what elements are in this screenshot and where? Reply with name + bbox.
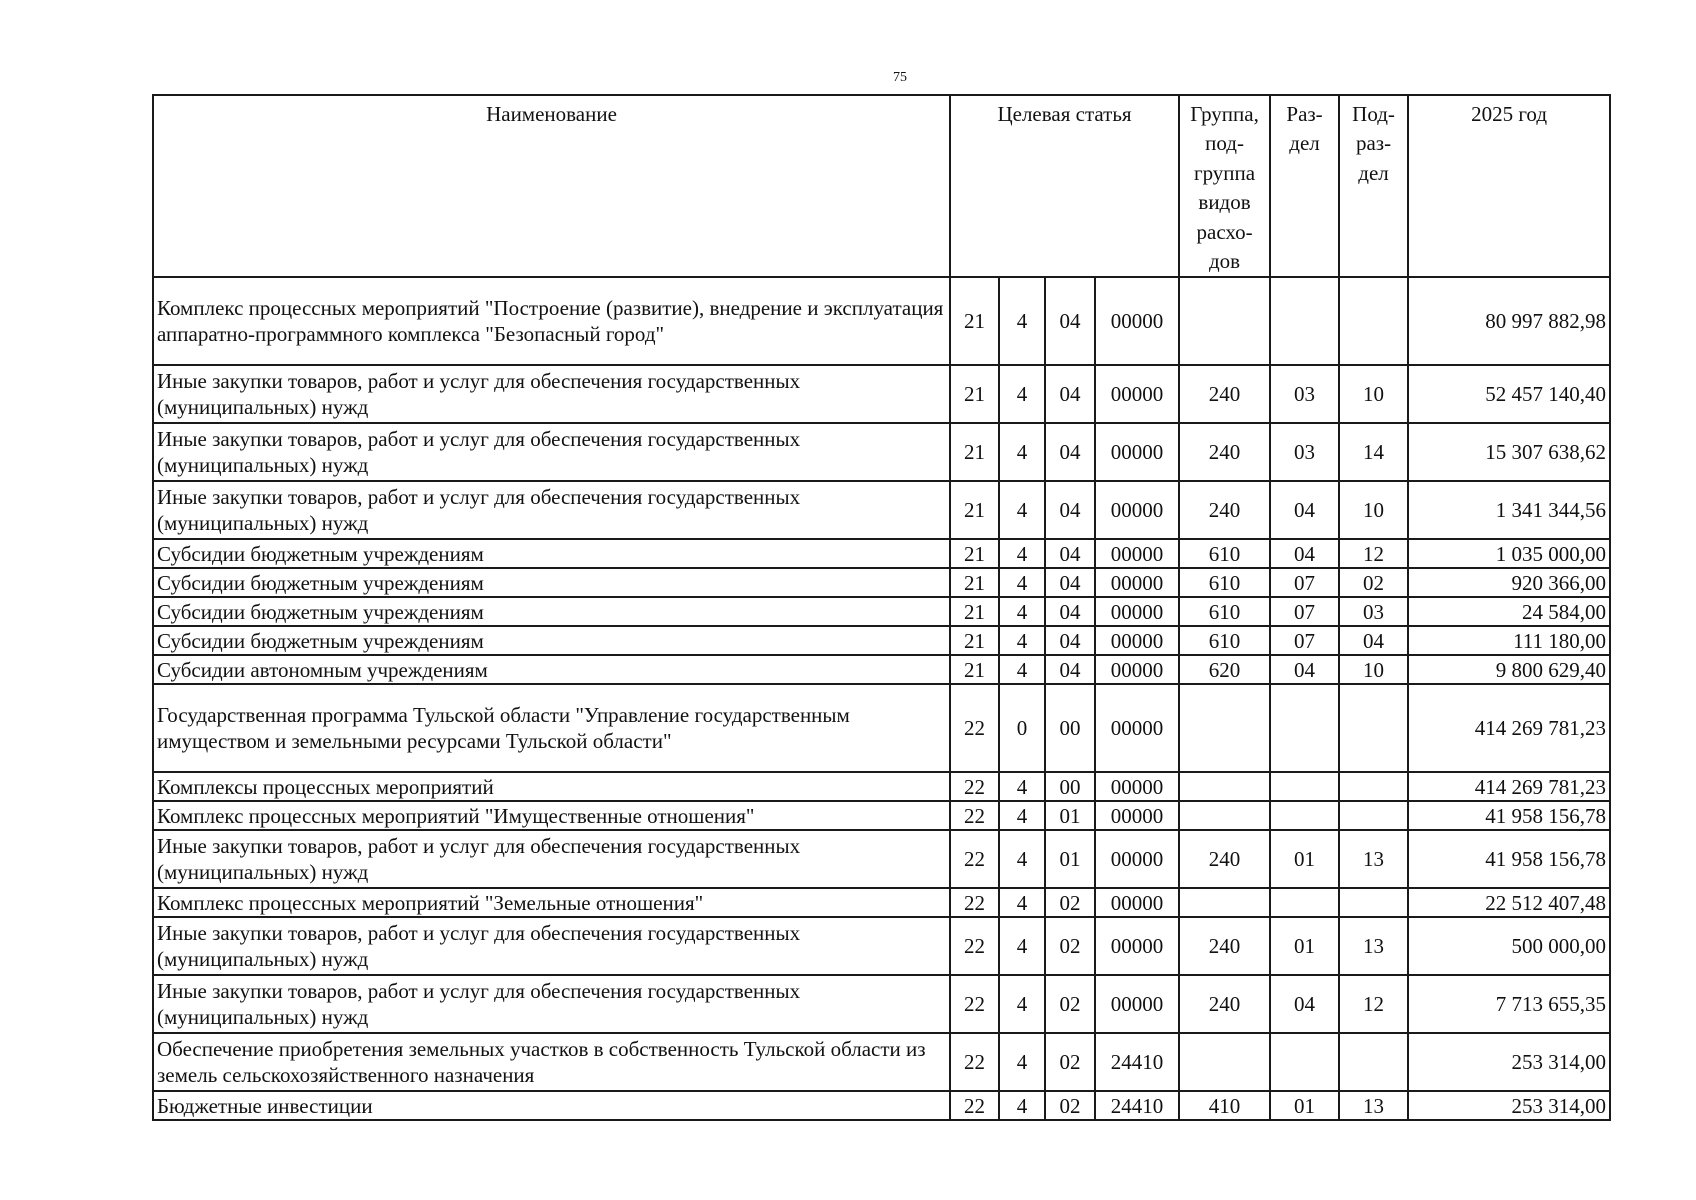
row-section [1270,772,1339,801]
row-name: Иные закупки товаров, работ и услуг для обеспечения государственных (муниципальных) нужд [153,365,950,423]
row-complex-code: 02 [1045,1091,1095,1120]
row-amount: 24 584,00 [1408,597,1610,626]
row-direction-code: 00000 [1095,481,1179,539]
row-type-code: 4 [999,830,1045,888]
row-type-code: 4 [999,481,1045,539]
row-name: Комплекс процессных мероприятий "Построение (развитие), внедрение и эксплуатация аппаратно-программного комплекса "Безопасный город" [153,277,950,365]
row-program-code: 21 [950,365,999,423]
row-program-code: 21 [950,626,999,655]
row-expense-group: 620 [1179,655,1270,684]
row-expense-group: 240 [1179,365,1270,423]
row-complex-code: 04 [1045,568,1095,597]
row-complex-code: 02 [1045,917,1095,975]
table-header-row [153,95,1610,277]
table-row [153,626,1610,655]
row-program-code: 22 [950,888,999,917]
row-program-code: 21 [950,423,999,481]
row-amount: 1 341 344,56 [1408,481,1610,539]
row-type-code: 4 [999,1091,1045,1120]
row-amount: 253 314,00 [1408,1033,1610,1091]
row-type-code: 4 [999,655,1045,684]
row-section: 04 [1270,539,1339,568]
row-section [1270,801,1339,830]
table-row [153,830,1610,888]
row-direction-code: 24410 [1095,1091,1179,1120]
row-section [1270,888,1339,917]
row-type-code: 4 [999,1033,1045,1091]
row-expense-group [1179,277,1270,365]
row-direction-code: 00000 [1095,801,1179,830]
row-name: Субсидии бюджетным учреждениям [153,539,950,568]
row-amount: 414 269 781,23 [1408,684,1610,772]
row-name: Субсидии бюджетным учреждениям [153,568,950,597]
row-section [1270,277,1339,365]
row-expense-group [1179,888,1270,917]
row-amount: 80 997 882,98 [1408,277,1610,365]
header-name: Наименование [153,95,950,277]
row-section: 03 [1270,423,1339,481]
row-complex-code: 01 [1045,830,1095,888]
row-section: 01 [1270,1091,1339,1120]
header-year: 2025 год [1408,95,1610,277]
row-type-code: 4 [999,626,1045,655]
row-subsection: 13 [1339,830,1408,888]
row-name: Иные закупки товаров, работ и услуг для обеспечения государственных (муниципальных) нужд [153,917,950,975]
row-amount: 52 457 140,40 [1408,365,1610,423]
row-complex-code: 04 [1045,597,1095,626]
row-direction-code: 00000 [1095,539,1179,568]
row-subsection: 04 [1339,626,1408,655]
row-program-code: 22 [950,801,999,830]
row-program-code: 22 [950,1091,999,1120]
row-amount: 7 713 655,35 [1408,975,1610,1033]
row-direction-code: 00000 [1095,975,1179,1033]
row-amount: 15 307 638,62 [1408,423,1610,481]
row-subsection: 12 [1339,975,1408,1033]
row-amount: 111 180,00 [1408,626,1610,655]
budget-table [152,94,1611,1121]
row-direction-code: 00000 [1095,655,1179,684]
row-complex-code: 04 [1045,423,1095,481]
table-row [153,481,1610,539]
page-number: 75 [893,70,907,85]
row-type-code: 4 [999,801,1045,830]
row-expense-group [1179,801,1270,830]
row-program-code: 22 [950,684,999,772]
row-direction-code: 00000 [1095,888,1179,917]
row-subsection [1339,888,1408,917]
row-type-code: 4 [999,975,1045,1033]
row-direction-code: 00000 [1095,684,1179,772]
row-subsection: 13 [1339,1091,1408,1120]
row-complex-code: 00 [1045,772,1095,801]
row-amount: 9 800 629,40 [1408,655,1610,684]
row-program-code: 22 [950,830,999,888]
row-program-code: 21 [950,655,999,684]
table-row [153,597,1610,626]
row-expense-group: 410 [1179,1091,1270,1120]
row-program-code: 21 [950,539,999,568]
row-amount: 500 000,00 [1408,917,1610,975]
row-type-code: 4 [999,917,1045,975]
row-amount: 920 366,00 [1408,568,1610,597]
row-subsection [1339,277,1408,365]
row-name: Субсидии автономным учреждениям [153,655,950,684]
row-section: 01 [1270,917,1339,975]
row-complex-code: 04 [1045,277,1095,365]
header-subsection: Под- раз- дел [1339,95,1408,277]
table-row [153,539,1610,568]
row-direction-code: 00000 [1095,597,1179,626]
row-subsection: 10 [1339,481,1408,539]
row-subsection: 14 [1339,423,1408,481]
header-target-article: Целевая статья [950,95,1179,277]
row-direction-code: 24410 [1095,1033,1179,1091]
row-subsection: 03 [1339,597,1408,626]
row-program-code: 22 [950,1033,999,1091]
row-subsection: 12 [1339,539,1408,568]
row-program-code: 22 [950,772,999,801]
row-section: 04 [1270,481,1339,539]
table-row [153,655,1610,684]
row-program-code: 21 [950,568,999,597]
row-name: Комплекс процессных мероприятий "Земельные отношения" [153,888,950,917]
row-program-code: 21 [950,481,999,539]
row-section: 01 [1270,830,1339,888]
row-type-code: 4 [999,568,1045,597]
table-row [153,277,1610,365]
row-expense-group: 240 [1179,917,1270,975]
row-amount: 253 314,00 [1408,1091,1610,1120]
header-expense-group: Группа, под- группа видов расхо- дов [1179,95,1270,277]
row-name: Комплекс процессных мероприятий "Имущественные отношения" [153,801,950,830]
row-direction-code: 00000 [1095,830,1179,888]
row-expense-group [1179,1033,1270,1091]
table-row [153,568,1610,597]
row-complex-code: 04 [1045,365,1095,423]
row-type-code: 4 [999,365,1045,423]
row-section [1270,1033,1339,1091]
row-section: 07 [1270,568,1339,597]
row-complex-code: 01 [1045,801,1095,830]
table-row [153,1091,1610,1120]
row-program-code: 21 [950,597,999,626]
row-name: Обеспечение приобретения земельных участков в собственность Тульской области из земель сельскохозяйственного назначения [153,1033,950,1091]
row-name: Государственная программа Тульской области "Управление государственным имуществом и земельными ресурсами Тульской области" [153,684,950,772]
row-direction-code: 00000 [1095,277,1179,365]
row-complex-code: 02 [1045,888,1095,917]
row-name: Иные закупки товаров, работ и услуг для обеспечения государственных (муниципальных) нужд [153,481,950,539]
row-subsection [1339,684,1408,772]
row-complex-code: 02 [1045,975,1095,1033]
row-expense-group: 610 [1179,568,1270,597]
row-section [1270,684,1339,772]
row-subsection [1339,1033,1408,1091]
row-amount: 414 269 781,23 [1408,772,1610,801]
row-complex-code: 04 [1045,655,1095,684]
row-program-code: 22 [950,975,999,1033]
row-type-code: 4 [999,539,1045,568]
table-row [153,684,1610,772]
row-section: 07 [1270,626,1339,655]
row-section: 03 [1270,365,1339,423]
row-type-code: 4 [999,277,1045,365]
row-expense-group: 240 [1179,975,1270,1033]
row-expense-group: 240 [1179,423,1270,481]
row-expense-group: 610 [1179,539,1270,568]
row-direction-code: 00000 [1095,772,1179,801]
row-subsection [1339,801,1408,830]
header-section: Раз- дел [1270,95,1339,277]
row-name: Бюджетные инвестиции [153,1091,950,1120]
row-expense-group: 610 [1179,626,1270,655]
row-name: Субсидии бюджетным учреждениям [153,597,950,626]
row-direction-code: 00000 [1095,365,1179,423]
table-row [153,1033,1610,1091]
row-name: Иные закупки товаров, работ и услуг для обеспечения государственных (муниципальных) нужд [153,975,950,1033]
row-program-code: 21 [950,277,999,365]
table-row [153,917,1610,975]
row-type-code: 0 [999,684,1045,772]
table-row [153,772,1610,801]
row-expense-group: 610 [1179,597,1270,626]
row-name: Субсидии бюджетным учреждениям [153,626,950,655]
row-type-code: 4 [999,423,1045,481]
row-expense-group [1179,772,1270,801]
row-direction-code: 00000 [1095,423,1179,481]
row-expense-group: 240 [1179,481,1270,539]
row-type-code: 4 [999,888,1045,917]
row-direction-code: 00000 [1095,917,1179,975]
row-type-code: 4 [999,772,1045,801]
row-amount: 41 958 156,78 [1408,830,1610,888]
row-direction-code: 00000 [1095,626,1179,655]
row-amount: 22 512 407,48 [1408,888,1610,917]
row-complex-code: 04 [1045,539,1095,568]
row-name: Иные закупки товаров, работ и услуг для обеспечения государственных (муниципальных) нужд [153,423,950,481]
row-complex-code: 02 [1045,1033,1095,1091]
row-subsection [1339,772,1408,801]
row-subsection: 02 [1339,568,1408,597]
row-direction-code: 00000 [1095,568,1179,597]
row-expense-group [1179,684,1270,772]
row-subsection: 13 [1339,917,1408,975]
row-name: Иные закупки товаров, работ и услуг для обеспечения государственных (муниципальных) нужд [153,830,950,888]
row-subsection: 10 [1339,365,1408,423]
table-row [153,801,1610,830]
table-row [153,888,1610,917]
table-row [153,975,1610,1033]
row-section: 04 [1270,655,1339,684]
row-amount: 41 958 156,78 [1408,801,1610,830]
row-complex-code: 00 [1045,684,1095,772]
row-subsection: 10 [1339,655,1408,684]
row-expense-group: 240 [1179,830,1270,888]
row-complex-code: 04 [1045,481,1095,539]
row-type-code: 4 [999,597,1045,626]
row-section: 07 [1270,597,1339,626]
row-name: Комплексы процессных мероприятий [153,772,950,801]
row-program-code: 22 [950,917,999,975]
row-amount: 1 035 000,00 [1408,539,1610,568]
table-row [153,365,1610,423]
row-complex-code: 04 [1045,626,1095,655]
table-row [153,423,1610,481]
row-section: 04 [1270,975,1339,1033]
